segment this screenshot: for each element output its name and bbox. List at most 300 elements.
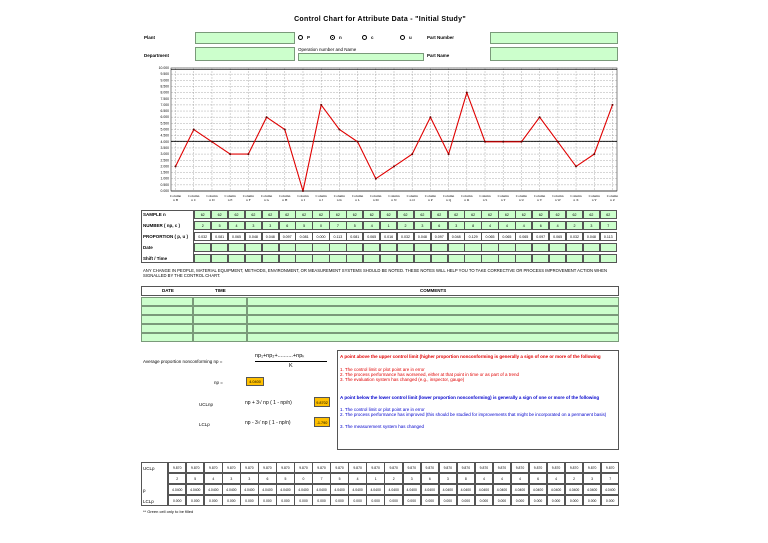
number-cell: 5 [276, 473, 294, 484]
date-cell[interactable] [583, 243, 600, 252]
ucl-cell: 9.870 [258, 462, 276, 473]
sample-cell[interactable]: 62 [245, 210, 262, 219]
number-cell[interactable]: 3 [262, 221, 279, 230]
ucl-cell: 9.870 [511, 462, 529, 473]
x-tick-label: Column [333, 194, 346, 198]
above-title: A point above the upper control limit (higher proportion nonconforming is generally a sign of one or more of the following [340, 354, 601, 359]
number-cell: 6 [529, 473, 547, 484]
shift-cell[interactable] [532, 254, 549, 263]
shift-cell[interactable] [464, 254, 481, 263]
shift-cell[interactable] [397, 254, 414, 263]
chart-type-radio-u[interactable] [400, 35, 405, 40]
number-cell[interactable]: 4 [228, 221, 245, 230]
y-tick-label: 5.000 [160, 127, 169, 132]
bottom-p-label: p [143, 488, 146, 493]
data-point [211, 141, 213, 143]
sample-cell[interactable]: 62 [448, 210, 465, 219]
number-cell: 4 [547, 473, 565, 484]
x-tick-label: Column [188, 194, 200, 198]
table-label-column [141, 210, 194, 263]
shift-cell[interactable] [380, 254, 397, 263]
center-cell: 4.0400 [222, 484, 240, 495]
number-cell[interactable]: 5 [211, 221, 228, 230]
lcl-cell: 0.000 [312, 495, 330, 506]
date-cell[interactable] [397, 243, 414, 252]
date-cell[interactable] [194, 243, 211, 252]
x-tick-label: Column [552, 194, 564, 198]
data-point [557, 141, 559, 143]
ucl-cell: 9.870 [186, 462, 204, 473]
shift-cell[interactable] [363, 254, 380, 263]
x-tick-label: n X [573, 198, 579, 202]
shift-cell[interactable] [346, 254, 363, 263]
proportion-cell: 0.065 [515, 232, 532, 241]
ucl-cell: 9.870 [583, 462, 601, 473]
data-point [338, 129, 340, 131]
formula-denominator: K [289, 363, 293, 369]
number-cell[interactable]: 7 [329, 221, 346, 230]
sample-cell[interactable]: 62 [295, 210, 312, 219]
number-cell[interactable]: 2 [194, 221, 211, 230]
date-cell[interactable] [262, 243, 279, 252]
ucl-cell: 9.870 [493, 462, 511, 473]
lcl-cell: 0.000 [475, 495, 493, 506]
sample-cell[interactable]: 62 [363, 210, 380, 219]
chart-type-radio-c[interactable] [362, 35, 367, 40]
center-cell: 4.0400 [348, 484, 366, 495]
shift-cell[interactable] [211, 254, 228, 263]
proportion-cell: 0.097 [279, 232, 296, 241]
y-tick-label: 8.500 [160, 84, 169, 89]
shift-cell[interactable] [600, 254, 617, 263]
sample-cell[interactable]: 62 [312, 210, 329, 219]
sample-cell[interactable]: 62 [498, 210, 515, 219]
comment-field[interactable] [247, 324, 619, 333]
number-cell[interactable]: 0 [312, 221, 329, 230]
y-tick-label: 8.000 [160, 90, 169, 95]
shift-cell[interactable] [279, 254, 296, 263]
sample-cell[interactable]: 62 [431, 210, 448, 219]
comment-field[interactable] [247, 306, 619, 315]
center-cell: 4.0400 [204, 484, 222, 495]
department-label: Department [144, 53, 170, 58]
ucl-cell: 9.870 [294, 462, 312, 473]
number-cell[interactable]: 4 [481, 221, 498, 230]
number-cell: 4 [493, 473, 511, 484]
shift-cell[interactable] [549, 254, 566, 263]
center-cell: 4.0400 [403, 484, 421, 495]
y-tick-label: 6.500 [160, 109, 169, 114]
data-point [611, 104, 613, 106]
ucl-cell: 9.870 [168, 462, 186, 473]
sample-cell[interactable]: 62 [194, 210, 211, 219]
part-number-field[interactable] [490, 32, 618, 44]
number-cell[interactable]: 6 [532, 221, 549, 230]
data-point [357, 141, 359, 143]
notes-box [337, 350, 619, 450]
shift-cell[interactable] [245, 254, 262, 263]
center-cell: 4.0400 [384, 484, 402, 495]
proportion-cell: 0.097 [431, 232, 448, 241]
chart-type-radio-p[interactable] [298, 35, 303, 40]
center-cell: 4.0400 [493, 484, 511, 495]
proportion-cell: 0.065 [481, 232, 498, 241]
below-item-2: 2. The process performance has improved (this should be studied for improvements that might be incorporated on a permanent basis) [340, 412, 607, 417]
footnote: ** Green cell only to be filled [143, 509, 194, 514]
number-cell: 3 [240, 473, 258, 484]
lcl-cell: 0.000 [583, 495, 601, 506]
comment-time-field[interactable] [193, 333, 247, 342]
sample-cell[interactable]: 62 [600, 210, 617, 219]
comment-date-field[interactable] [141, 297, 193, 306]
date-cell[interactable] [245, 243, 262, 252]
center-cell: 4.0400 [475, 484, 493, 495]
lcl-cell: 0.000 [529, 495, 547, 506]
number-cell[interactable]: 3 [583, 221, 600, 230]
shift-cell[interactable] [262, 254, 279, 263]
x-tick-label: n H [282, 198, 288, 202]
x-tick-label: n D [209, 198, 215, 202]
date-cell[interactable] [464, 243, 481, 252]
x-tick-label: n J [319, 198, 324, 202]
center-cell: 4.0400 [601, 484, 619, 495]
date-cell[interactable] [312, 243, 329, 252]
date-cell[interactable] [380, 243, 397, 252]
chart-type-radio-n[interactable] [330, 35, 335, 40]
x-tick-label: Column [479, 194, 491, 198]
number-cell[interactable]: 4 [498, 221, 515, 230]
number-cell[interactable]: 1 [380, 221, 397, 230]
bottom-ucl-label: UCLp [143, 466, 155, 471]
lcl-cell: 0.000 [439, 495, 457, 506]
date-cell[interactable] [295, 243, 312, 252]
x-tick-label: n S [482, 198, 488, 202]
comment-date-field[interactable] [141, 315, 193, 324]
comment-date-field[interactable] [141, 306, 193, 315]
shift-cell[interactable] [566, 254, 583, 263]
proportion-cell: 0.081 [295, 232, 312, 241]
y-tick-label: 4.500 [160, 133, 169, 138]
shift-cell[interactable] [228, 254, 245, 263]
number-cell[interactable]: 4 [549, 221, 566, 230]
date-cell[interactable] [481, 243, 498, 252]
sample-cell[interactable]: 62 [262, 210, 279, 219]
x-tick-label: Column [424, 194, 437, 198]
number-cell[interactable]: 3 [414, 221, 431, 230]
center-cell: 4.0400 [547, 484, 565, 495]
np-bar-label: np = [214, 380, 223, 385]
sample-cell[interactable]: 62 [464, 210, 481, 219]
data-point [266, 116, 268, 118]
number-cell[interactable]: 3 [448, 221, 465, 230]
data-point [229, 153, 231, 155]
sample-cell[interactable]: 62 [532, 210, 549, 219]
date-cell[interactable] [600, 243, 617, 252]
ucl-cell: 9.870 [457, 462, 475, 473]
number-cell: 5 [186, 473, 204, 484]
comment-date-field[interactable] [141, 324, 193, 333]
shift-cell[interactable] [414, 254, 431, 263]
x-tick-label: n V [537, 198, 543, 202]
comment-field[interactable] [247, 333, 619, 342]
lcl-cell: 0.000 [384, 495, 402, 506]
comment-time-field[interactable] [193, 315, 247, 324]
plant-field[interactable] [195, 32, 295, 44]
sample-cell[interactable]: 62 [329, 210, 346, 219]
data-point [375, 178, 377, 180]
below-item-1: 1. The control limit or plot point are in error [340, 407, 425, 412]
comment-time-field[interactable] [193, 297, 247, 306]
number-cell[interactable]: 6 [279, 221, 296, 230]
sample-cell[interactable]: 62 [549, 210, 566, 219]
sample-cell[interactable]: 62 [414, 210, 431, 219]
center-cell: 4.0400 [421, 484, 439, 495]
comment-time-field[interactable] [193, 306, 247, 315]
date-cell[interactable] [566, 243, 583, 252]
proportion-cell: 0.032 [397, 232, 414, 241]
date-cell[interactable] [549, 243, 566, 252]
ucl-cell: 9.870 [330, 462, 348, 473]
lcl-cell: 0.000 [601, 495, 619, 506]
date-cell[interactable] [363, 243, 380, 252]
x-tick-label: n T [500, 198, 506, 202]
x-tick-label: n N [391, 198, 397, 202]
ucl-cell: 9.870 [276, 462, 294, 473]
x-tick-label: Column [224, 194, 236, 198]
y-tick-label: 6.000 [160, 115, 169, 120]
y-tick-label: 1.500 [160, 170, 169, 175]
proportion-cell: 0.065 [549, 232, 566, 241]
sample-cell[interactable]: 62 [228, 210, 245, 219]
x-tick-label: Column [442, 194, 455, 198]
shift-cell[interactable] [295, 254, 312, 263]
center-cell: 4.0400 [312, 484, 330, 495]
data-point [502, 141, 504, 143]
x-tick-label: n O [409, 198, 415, 202]
x-tick-label: Column [351, 194, 364, 198]
date-cell[interactable] [532, 243, 549, 252]
sample-cell[interactable]: 62 [515, 210, 532, 219]
sample-cell[interactable]: 62 [481, 210, 498, 219]
number-cell[interactable]: 5 [346, 221, 363, 230]
center-cell: 4.0400 [439, 484, 457, 495]
date-cell[interactable] [515, 243, 532, 252]
shift-cell[interactable] [329, 254, 346, 263]
sample-cell[interactable]: 62 [397, 210, 414, 219]
proportion-cell: 0.032 [194, 232, 211, 241]
notice-text: ANY CHANGE IN PEOPLE, MATERIAL EQUIPMENT, METHODS, ENVIRONMENT, OR MEASUREMENT SYSTEMS SHOULD BE NOTED. THESE NOTES WILL HELP YOU TO TAKE CORRECTIVE OR PROCESS IMPROVEMENT ACTION WHEN SIGNALLED BY THE CONTROL CHART. [143, 268, 607, 278]
x-tick-label: n B [173, 198, 179, 202]
sample-label: SAMPLE n [143, 212, 166, 217]
date-cell[interactable] [498, 243, 515, 252]
y-tick-label: 3.500 [160, 145, 169, 150]
comment-field[interactable] [247, 297, 619, 306]
x-tick-label: Column [315, 194, 327, 198]
date-cell[interactable] [414, 243, 431, 252]
number-cell: 3 [403, 473, 421, 484]
x-tick-label: Column [533, 194, 546, 198]
x-tick-label: Column [169, 194, 182, 198]
shift-label: Shift / Time [143, 256, 168, 261]
lcl-cell: 0.000 [348, 495, 366, 506]
number-cell: 3 [583, 473, 601, 484]
part-name-field[interactable] [490, 47, 618, 61]
data-point [411, 153, 413, 155]
ucl-cell: 9.870 [403, 462, 421, 473]
comment-date-field[interactable] [141, 333, 193, 342]
shift-cell[interactable] [194, 254, 211, 263]
lcl-expression: np - 3√ np ( 1 - np/n) [245, 420, 291, 426]
proportion-cell: 0.000 [312, 232, 329, 241]
y-tick-label: 9.500 [160, 72, 169, 77]
center-cell: 4.0400 [276, 484, 294, 495]
sample-cell[interactable]: 62 [346, 210, 363, 219]
proportion-cell: 0.113 [329, 232, 346, 241]
chart-type-label-c: c [371, 35, 374, 40]
ucl-cell: 9.870 [240, 462, 258, 473]
center-cell: 4.0400 [294, 484, 312, 495]
shift-cell[interactable] [312, 254, 329, 263]
proportion-cell: 0.065 [498, 232, 515, 241]
y-tick-label: 3.000 [160, 152, 169, 157]
proportion-cell: 0.016 [380, 232, 397, 241]
x-tick-label: Column [297, 194, 309, 198]
chart-type-label-p: P [307, 35, 311, 40]
shift-cell[interactable] [431, 254, 448, 263]
data-point [393, 165, 395, 167]
ucl-label: UCLnp [199, 402, 214, 407]
date-cell[interactable] [431, 243, 448, 252]
data-point [193, 129, 195, 131]
shift-cell[interactable] [515, 254, 532, 263]
number-cell: 7 [312, 473, 330, 484]
y-tick-label: 9.000 [160, 78, 169, 83]
ucl-cell: 9.870 [421, 462, 439, 473]
shift-cell[interactable] [481, 254, 498, 263]
data-point [302, 190, 304, 192]
ucl-cell: 9.870 [565, 462, 583, 473]
x-tick-label: n G [263, 198, 270, 202]
y-tick-label: 10.000 [158, 66, 169, 70]
operation-label: Operation number and Name [298, 47, 357, 52]
number-cell[interactable]: 4 [515, 221, 532, 230]
date-cell[interactable] [279, 243, 296, 252]
comment-time-field[interactable] [193, 324, 247, 333]
number-cell[interactable]: 2 [566, 221, 583, 230]
y-tick-label: 5.500 [160, 121, 169, 126]
number-cell[interactable]: 6 [431, 221, 448, 230]
center-cell: 4.0400 [240, 484, 258, 495]
lcl-value: -1.790 [314, 417, 330, 427]
ucl-cell: 9.870 [348, 462, 366, 473]
x-tick-label: n P [428, 198, 433, 202]
shift-cell[interactable] [448, 254, 465, 263]
data-point [247, 153, 249, 155]
number-cell: 6 [421, 473, 439, 484]
data-point [539, 116, 541, 118]
ucl-cell: 9.870 [601, 462, 619, 473]
proportion-cell: 0.097 [532, 232, 549, 241]
x-tick-label: n C [191, 198, 197, 202]
data-point [429, 116, 431, 118]
date-cell[interactable] [211, 243, 228, 252]
lcl-cell: 0.000 [204, 495, 222, 506]
department-field[interactable] [195, 47, 295, 61]
sample-cell[interactable]: 62 [583, 210, 600, 219]
ucl-cell: 9.870 [366, 462, 384, 473]
proportion-cell: 0.081 [211, 232, 228, 241]
date-cell[interactable] [346, 243, 363, 252]
x-tick-label: n Z [610, 198, 615, 202]
lcl-label: LCLp [199, 422, 210, 427]
number-cell: 2 [565, 473, 583, 484]
comment-field[interactable] [247, 315, 619, 324]
y-tick-label: 7.500 [160, 96, 169, 101]
number-cell[interactable]: 2 [397, 221, 414, 230]
shift-cell[interactable] [498, 254, 515, 263]
below-title: A point below the lower control limit (lower proportion nonconforming) is generally a sign of one or more of the following [340, 395, 600, 400]
operation-field[interactable] [298, 53, 424, 61]
page-title: Control Chart for Attribute Data - "Initial Study" [294, 16, 466, 23]
number-cell[interactable]: 8 [464, 221, 481, 230]
number-cell: 2 [384, 473, 402, 484]
below-item-3: 3. The measurement system has changed [340, 424, 424, 429]
center-cell: 4.0400 [565, 484, 583, 495]
center-cell: 4.0400 [330, 484, 348, 495]
lcl-cell: 0.000 [294, 495, 312, 506]
center-cell: 4.0400 [168, 484, 186, 495]
data-point [320, 104, 322, 106]
x-tick-label: Column [388, 194, 400, 198]
bottom-lcl-label: LCLp [143, 499, 154, 504]
ucl-expression: np + 3√ np ( 1 - np/n) [245, 400, 292, 406]
y-tick-label: 2.000 [160, 164, 169, 169]
number-label: NUMBER ( np, c ) [143, 223, 180, 228]
date-cell[interactable] [329, 243, 346, 252]
formula-numerator: np₁+np₂+..........+npₖ [255, 353, 305, 359]
shift-cell[interactable] [583, 254, 600, 263]
x-tick-label: Column [242, 194, 255, 198]
x-tick-label: Column [461, 194, 473, 198]
center-cell: 4.0400 [258, 484, 276, 495]
number-cell[interactable]: 5 [295, 221, 312, 230]
x-tick-label: n I [301, 198, 305, 202]
date-label: Date [143, 245, 153, 250]
sample-cell[interactable]: 62 [211, 210, 228, 219]
date-cell[interactable] [448, 243, 465, 252]
proportion-cell: 0.048 [262, 232, 279, 241]
y-tick-label: 7.000 [160, 102, 169, 107]
sample-cell[interactable]: 62 [566, 210, 583, 219]
sample-cell[interactable]: 62 [380, 210, 397, 219]
proportion-cell: 0.048 [448, 232, 465, 241]
ucl-value: 9.8702 [314, 397, 330, 407]
number-cell[interactable]: 7 [600, 221, 617, 230]
number-cell[interactable]: 4 [363, 221, 380, 230]
proportion-cell: 0.065 [363, 232, 380, 241]
sample-cell[interactable]: 62 [279, 210, 296, 219]
number-cell[interactable]: 3 [245, 221, 262, 230]
lcl-cell: 0.000 [493, 495, 511, 506]
date-cell[interactable] [228, 243, 245, 252]
chart-type-label-u: u [409, 35, 412, 40]
proportion-cell: 0.032 [566, 232, 583, 241]
avg-label: Average proportion nonconforming np = [143, 359, 223, 364]
ucl-cell: 9.870 [547, 462, 565, 473]
x-tick-label: Column [279, 194, 291, 198]
y-tick-label: 1.000 [160, 176, 169, 181]
center-cell: 4.0400 [186, 484, 204, 495]
